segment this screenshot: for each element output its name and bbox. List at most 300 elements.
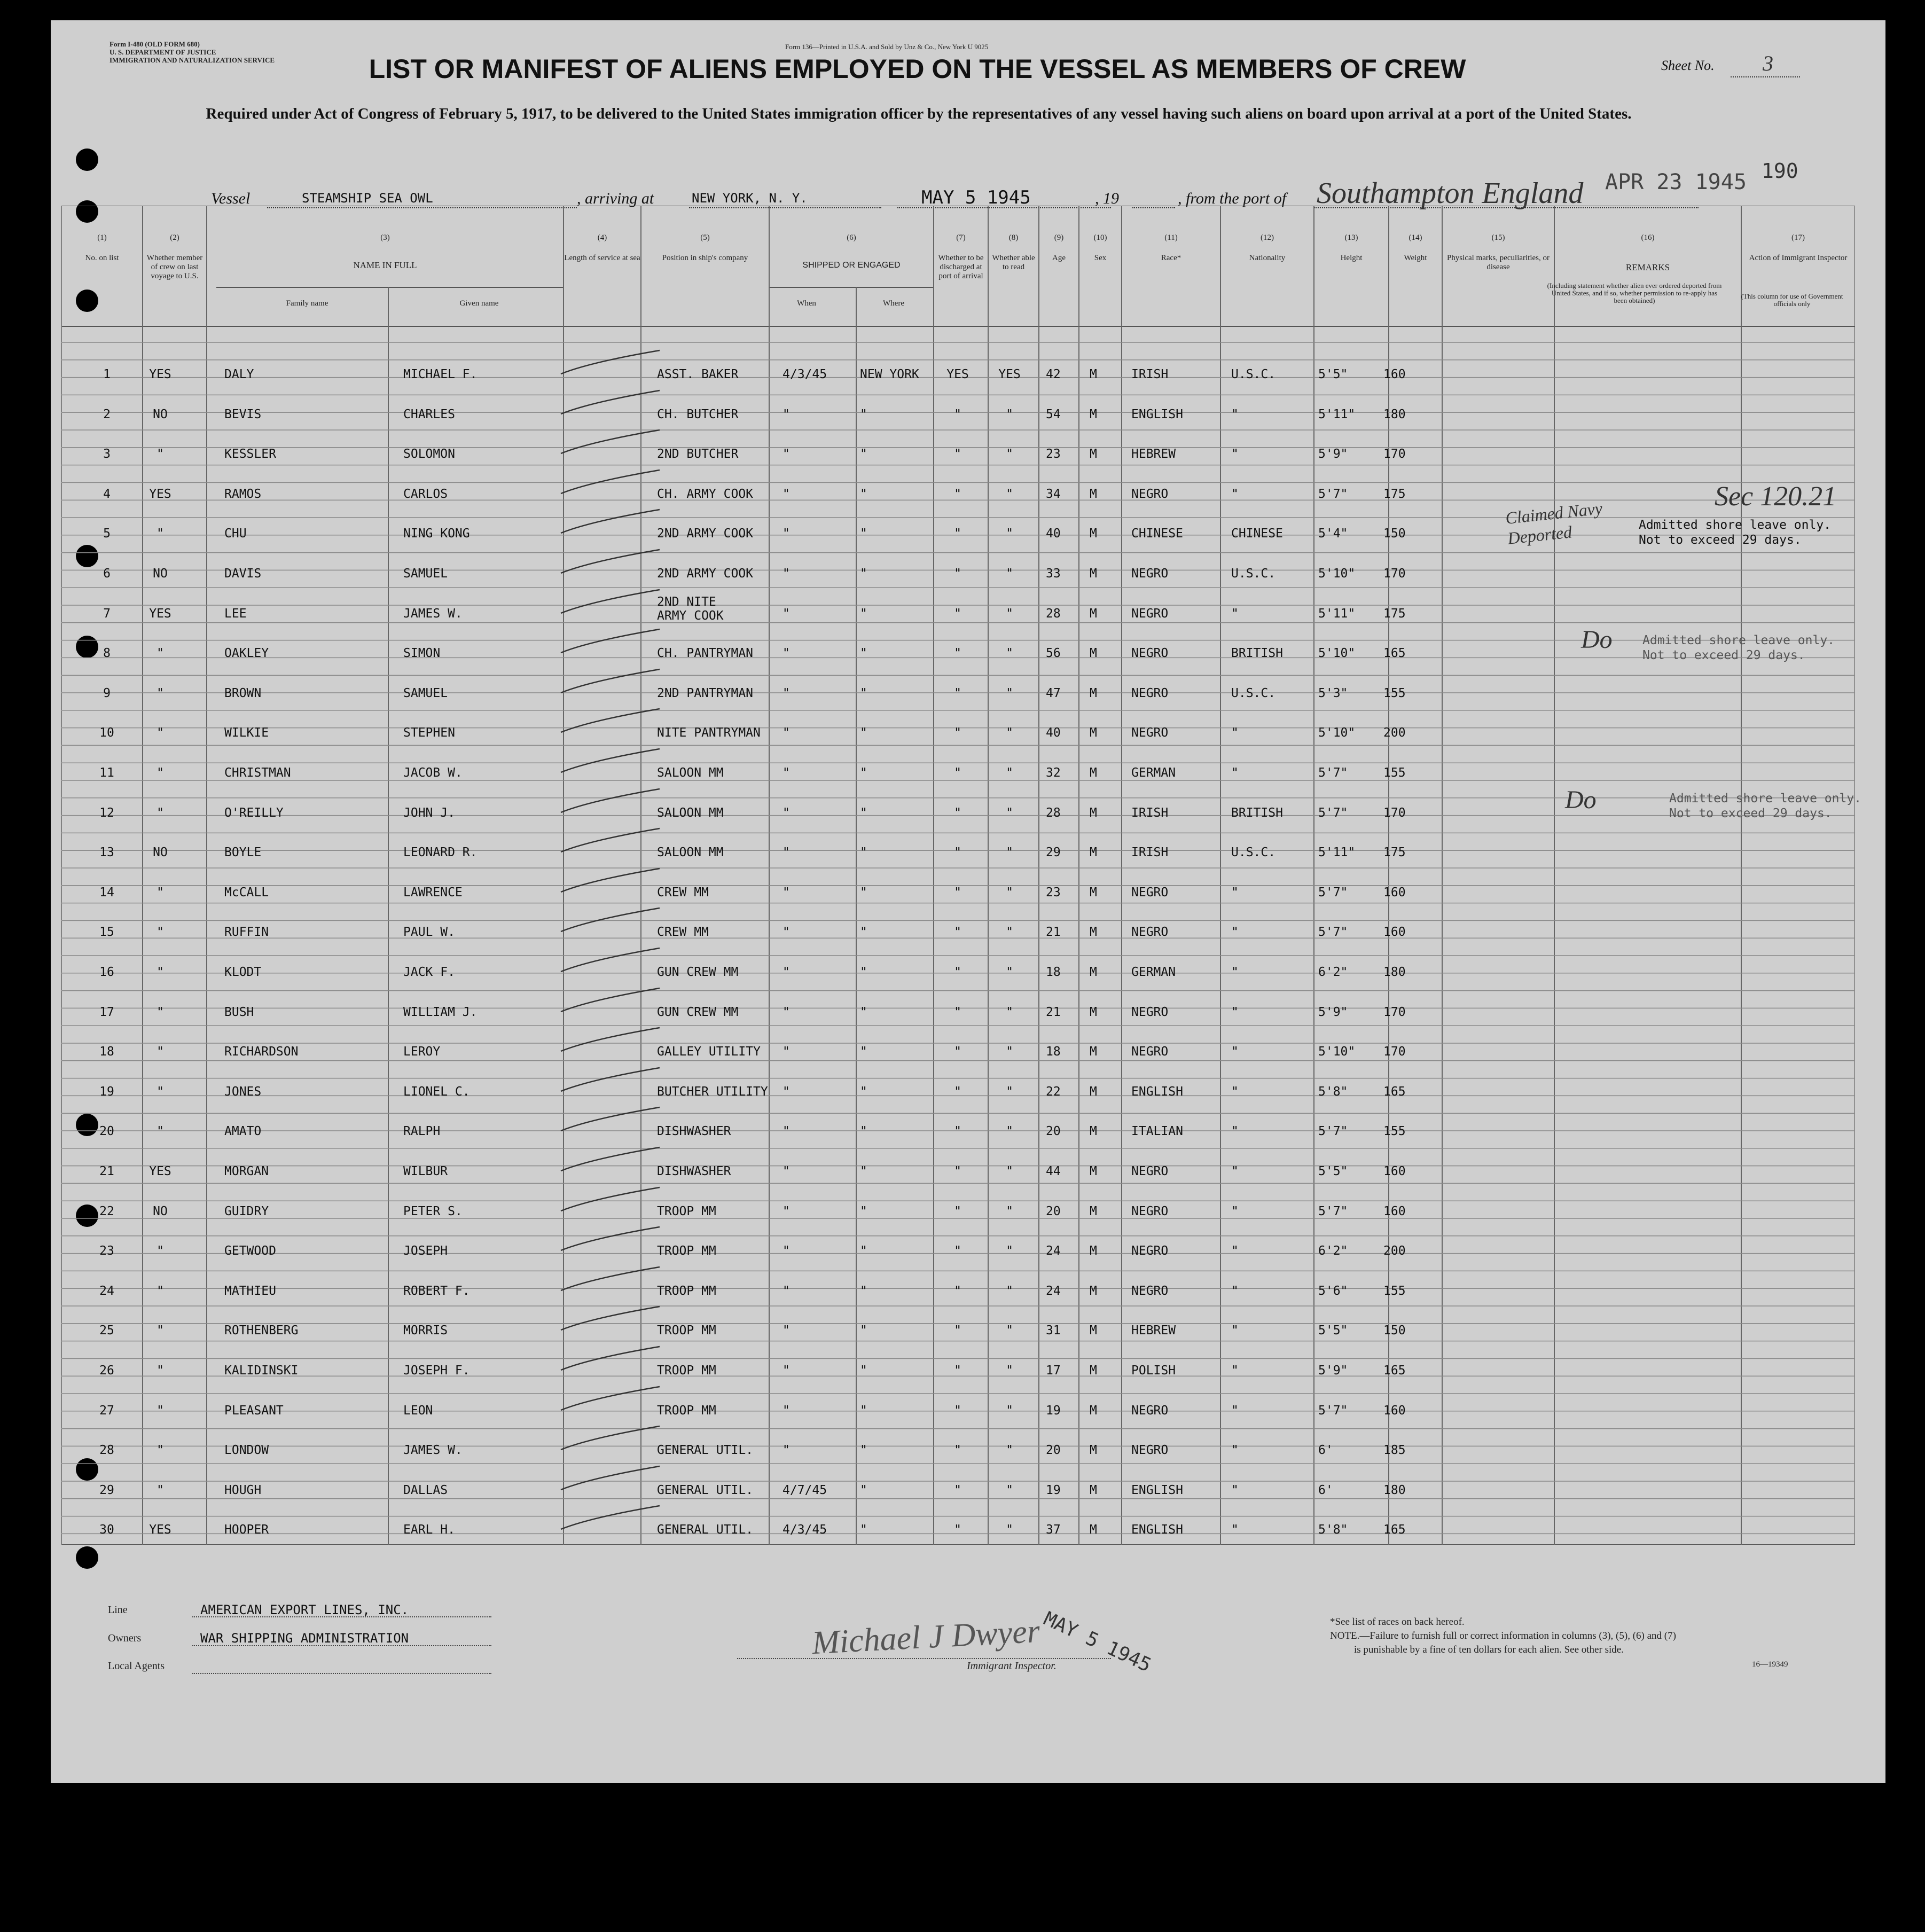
cell-prev: " <box>156 447 164 462</box>
cell-no: 29 <box>99 1483 114 1497</box>
cell-age: 54 <box>1046 407 1061 421</box>
cell-weight: 170 <box>1383 805 1406 820</box>
cell-disch: " <box>954 1204 961 1218</box>
cell-nat: BRITISH <box>1231 805 1283 820</box>
column-label-4: Length of service at sea <box>564 254 640 262</box>
cell-where: " <box>860 885 867 899</box>
cell-race: NEGRO <box>1131 1284 1169 1298</box>
cell-height: 5'10" <box>1318 1045 1356 1059</box>
cell-read: " <box>1006 846 1013 860</box>
cell-when: " <box>782 846 790 860</box>
cell-family: KLODT <box>224 965 262 979</box>
cell-where: " <box>860 1164 867 1178</box>
cell-when: " <box>782 447 790 462</box>
cell-when: " <box>782 726 790 740</box>
column-number-17: (17) <box>1791 233 1805 242</box>
cell-no: 25 <box>99 1324 114 1338</box>
claimed-navy-note: Claimed Navy Deported <box>1504 498 1603 548</box>
cell-weight: 180 <box>1383 407 1406 421</box>
cell-sex: M <box>1090 1124 1097 1139</box>
from-port: Southampton England <box>1317 177 1584 210</box>
cell-prev: " <box>156 646 164 661</box>
cell-race: NEGRO <box>1131 885 1169 899</box>
cell-nat: U.S.C. <box>1231 367 1276 381</box>
cell-prev: " <box>156 1045 164 1059</box>
cell-no: 4 <box>103 487 111 501</box>
cell-prev: " <box>156 1483 164 1497</box>
cell-height: 5'11" <box>1318 846 1356 860</box>
local-agents-label: Local Agents <box>108 1660 165 1672</box>
cell-read: " <box>1006 925 1013 940</box>
cell-height: 5'11" <box>1318 606 1356 621</box>
cell-height: 6' <box>1318 1443 1333 1458</box>
column-number-1: (1) <box>97 233 107 242</box>
cell-given: MORRIS <box>403 1324 448 1338</box>
cell-age: 21 <box>1046 925 1061 940</box>
cell-given: LEROY <box>403 1045 441 1059</box>
service-length-stroke <box>558 1023 665 1055</box>
column-label-10: Sex <box>1094 254 1107 262</box>
cell-no: 10 <box>99 726 114 740</box>
cell-family: DAVIS <box>224 567 262 581</box>
column-number-15: (15) <box>1491 233 1505 242</box>
cell-given: CARLOS <box>403 487 448 501</box>
printer-line: Form 136—Printed in U.S.A. and Sold by Unz & Co., New York U 9025 <box>785 43 989 51</box>
cell-no: 30 <box>99 1523 114 1537</box>
cell-read: " <box>1006 885 1013 899</box>
cell-sex: M <box>1090 805 1097 820</box>
cell-given: JOHN J. <box>403 805 455 820</box>
cell-disch: " <box>954 1124 961 1139</box>
cell-weight: 200 <box>1383 726 1406 740</box>
cell-when: " <box>782 1403 790 1418</box>
service-length-stroke <box>558 824 665 856</box>
cell-read: " <box>1006 606 1013 621</box>
cell-race: NEGRO <box>1131 726 1169 740</box>
remark-12-line1: Admitted shore leave only. <box>1669 792 1862 805</box>
service-length-stroke <box>558 1143 665 1175</box>
where-header: Where <box>883 299 904 308</box>
cell-weight: 180 <box>1383 965 1406 979</box>
cell-given: LEON <box>403 1403 433 1418</box>
cell-given: STEPHEN <box>403 726 455 740</box>
cell-read: " <box>1006 527 1013 541</box>
cell-family: McCALL <box>224 885 269 899</box>
cell-when: " <box>782 646 790 661</box>
cell-position: CREW MM <box>657 885 709 899</box>
cell-prev: " <box>156 1005 164 1019</box>
cell-read: " <box>1006 1124 1013 1139</box>
cell-when: " <box>782 965 790 979</box>
cell-race: NEGRO <box>1131 1443 1169 1458</box>
cell-nat: " <box>1231 1364 1239 1378</box>
sheet-number: 3 <box>1763 51 1773 75</box>
column-number-2: (2) <box>170 233 179 242</box>
cell-disch: " <box>954 1284 961 1298</box>
cell-read: " <box>1006 407 1013 421</box>
cell-no: 27 <box>99 1403 114 1418</box>
cell-no: 9 <box>103 686 111 700</box>
cell-family: BOYLE <box>224 846 262 860</box>
cell-weight: 160 <box>1383 1403 1406 1418</box>
shipping-line: AMERICAN EXPORT LINES, INC. <box>200 1602 409 1617</box>
cell-where: " <box>860 447 867 462</box>
cell-disch: " <box>954 407 961 421</box>
cell-height: 5'10" <box>1318 646 1356 661</box>
cell-age: 20 <box>1046 1124 1061 1139</box>
cell-nat: " <box>1231 1005 1239 1019</box>
cell-weight: 200 <box>1383 1244 1406 1258</box>
cell-age: 17 <box>1046 1364 1061 1378</box>
cell-no: 5 <box>103 527 111 541</box>
cell-disch: " <box>954 1483 961 1497</box>
cell-given: JOSEPH F. <box>403 1364 470 1378</box>
column-number-13: (13) <box>1344 233 1358 242</box>
cell-no: 21 <box>99 1164 114 1178</box>
cell-nat: " <box>1231 1483 1239 1497</box>
cell-no: 22 <box>99 1204 114 1218</box>
manifest-grid <box>61 206 1855 1545</box>
cell-read: " <box>1006 1523 1013 1537</box>
cell-disch: " <box>954 1164 961 1178</box>
service-length-stroke <box>558 984 665 1016</box>
cell-when: " <box>782 1164 790 1178</box>
column-number-12: (12) <box>1261 233 1274 242</box>
cell-where: " <box>860 527 867 541</box>
cell-family: BEVIS <box>224 407 262 421</box>
cell-height: 5'4" <box>1318 527 1348 541</box>
arriving-port: NEW YORK, N. Y. <box>692 191 808 206</box>
service-length-stroke <box>558 1183 665 1215</box>
cell-prev: " <box>156 805 164 820</box>
cell-read: " <box>1006 1084 1013 1099</box>
cell-given: JACOB W. <box>403 766 463 780</box>
cell-race: NEGRO <box>1131 567 1169 581</box>
cell-weight: 170 <box>1383 1005 1406 1019</box>
cell-position: TROOP MM <box>657 1244 716 1258</box>
cell-prev: " <box>156 726 164 740</box>
cell-position: SALOON MM <box>657 766 724 780</box>
cell-nat: " <box>1231 487 1239 501</box>
cell-nat: BRITISH <box>1231 646 1283 661</box>
cell-read: " <box>1006 1045 1013 1059</box>
cell-nat: " <box>1231 1443 1239 1458</box>
cell-position: CH. ARMY COOK <box>657 487 754 501</box>
cell-read: " <box>1006 567 1013 581</box>
cell-sex: M <box>1090 567 1097 581</box>
cell-sex: M <box>1090 1364 1097 1378</box>
cell-weight: 185 <box>1383 1443 1406 1458</box>
cell-where: " <box>860 646 867 661</box>
race-note: *See list of races on back hereof. <box>1330 1616 1465 1628</box>
service-length-stroke <box>558 745 665 777</box>
cell-when: " <box>782 766 790 780</box>
cell-position: TROOP MM <box>657 1403 716 1418</box>
cell-given: DALLAS <box>403 1483 448 1497</box>
cell-sex: M <box>1090 965 1097 979</box>
service-length-stroke <box>558 1382 665 1414</box>
cell-sex: M <box>1090 686 1097 700</box>
cell-prev: " <box>156 1124 164 1139</box>
cell-prev: NO <box>153 1204 168 1218</box>
cell-height: 5'5" <box>1318 1324 1348 1338</box>
cell-sex: M <box>1090 1523 1097 1537</box>
page-title: LIST OR MANIFEST OF ALIENS EMPLOYED ON THE VESSEL AS MEMBERS OF CREW <box>369 54 1466 84</box>
cell-height: 5'8" <box>1318 1084 1348 1099</box>
cell-where: " <box>860 766 867 780</box>
cell-disch: " <box>954 925 961 940</box>
cell-height: 5'6" <box>1318 1284 1348 1298</box>
cell-when: " <box>782 567 790 581</box>
cell-position: BUTCHER UTILITY <box>657 1084 768 1099</box>
cell-family: JONES <box>224 1084 262 1099</box>
cell-race: POLISH <box>1131 1364 1176 1378</box>
cell-given: LEONARD R. <box>403 846 478 860</box>
cell-age: 32 <box>1046 766 1061 780</box>
column-label-11: Race* <box>1161 254 1181 262</box>
cell-height: 5'5" <box>1318 1164 1348 1178</box>
cell-where: " <box>860 407 867 421</box>
cell-family: RUFFIN <box>224 925 269 940</box>
cell-given: WILLIAM J. <box>403 1005 478 1019</box>
cell-prev: NO <box>153 846 168 860</box>
cell-height: 5'8" <box>1318 1523 1348 1537</box>
service-length-stroke <box>558 864 665 896</box>
column-label-2: Whether member of crew on last voyage to U.S. <box>146 254 203 280</box>
cell-race: ENGLISH <box>1131 1483 1183 1497</box>
cell-where: " <box>860 1324 867 1338</box>
cell-height: 5'7" <box>1318 487 1348 501</box>
cell-no: 24 <box>99 1284 114 1298</box>
cell-nat: " <box>1231 1164 1239 1178</box>
cell-family: BUSH <box>224 1005 254 1019</box>
cell-prev: " <box>156 1403 164 1418</box>
cell-weight: 165 <box>1383 1523 1406 1537</box>
cell-sex: M <box>1090 846 1097 860</box>
cell-prev: YES <box>149 487 171 501</box>
cell-read: " <box>1006 805 1013 820</box>
cell-when: 4/3/45 <box>782 367 827 381</box>
cell-nat: " <box>1231 1523 1239 1537</box>
cell-position: 2ND ARMY COOK <box>657 527 754 541</box>
cell-race: IRISH <box>1131 846 1169 860</box>
cell-prev: " <box>156 925 164 940</box>
service-length-stroke <box>558 346 665 378</box>
section-note: Sec 120.21 <box>1715 481 1837 512</box>
inspector-label: Immigrant Inspector. <box>967 1660 1057 1672</box>
cell-height: 5'3" <box>1318 686 1348 700</box>
cell-position: GALLEY UTILITY <box>657 1045 761 1059</box>
cell-race: NEGRO <box>1131 1403 1169 1418</box>
cell-prev: NO <box>153 567 168 581</box>
cell-position: TROOP MM <box>657 1324 716 1338</box>
cell-prev: " <box>156 965 164 979</box>
service-length-stroke <box>558 785 665 817</box>
dept: U. S. DEPARTMENT OF JUSTICE <box>109 48 216 56</box>
cell-no: 20 <box>99 1124 114 1139</box>
cell-weight: 170 <box>1383 447 1406 462</box>
cell-height: 5'7" <box>1318 1204 1348 1218</box>
cell-race: GERMAN <box>1131 766 1176 780</box>
cell-weight: 155 <box>1383 766 1406 780</box>
cell-position: SALOON MM <box>657 846 724 860</box>
cell-position: GENERAL UTIL. <box>657 1443 754 1458</box>
cell-race: IRISH <box>1131 367 1169 381</box>
cell-nat: " <box>1231 1045 1239 1059</box>
punch-hole <box>76 1546 98 1569</box>
cell-no: 3 <box>103 447 111 462</box>
cell-read: " <box>1006 1244 1013 1258</box>
cell-nat: U.S.C. <box>1231 567 1276 581</box>
cell-when: " <box>782 1443 790 1458</box>
cell-read: " <box>1006 965 1013 979</box>
cell-position: TROOP MM <box>657 1204 716 1218</box>
column-number-7: (7) <box>956 233 966 242</box>
cell-when: " <box>782 1364 790 1378</box>
cell-weight: 155 <box>1383 686 1406 700</box>
cell-read: " <box>1006 646 1013 661</box>
cell-read: " <box>1006 1483 1013 1497</box>
cell-no: 15 <box>99 925 114 940</box>
cell-sex: M <box>1090 1164 1097 1178</box>
cell-prev: " <box>156 885 164 899</box>
cell-given: JOSEPH <box>403 1244 448 1258</box>
cell-read: " <box>1006 1364 1013 1378</box>
cell-disch: " <box>954 1005 961 1019</box>
cell-given: CHARLES <box>403 407 455 421</box>
form-number: 16—19349 <box>1752 1660 1788 1669</box>
cell-weight: 155 <box>1383 1284 1406 1298</box>
service: IMMIGRATION AND NATURALIZATION SERVICE <box>109 56 275 64</box>
cell-nat: " <box>1231 447 1239 462</box>
cell-age: 24 <box>1046 1284 1061 1298</box>
service-length-stroke <box>558 1342 665 1374</box>
cell-nat: U.S.C. <box>1231 686 1276 700</box>
cell-weight: 160 <box>1383 885 1406 899</box>
cell-prev: " <box>156 1364 164 1378</box>
cell-prev: " <box>156 686 164 700</box>
cell-sex: M <box>1090 885 1097 899</box>
year-label: , 19 <box>1095 190 1119 207</box>
cell-disch: " <box>954 527 961 541</box>
cell-sex: M <box>1090 1045 1097 1059</box>
column-label-9: Age <box>1052 254 1066 262</box>
cell-where: " <box>860 686 867 700</box>
column-label-1: No. on list <box>85 254 119 262</box>
cell-read: " <box>1006 1164 1013 1178</box>
column-label-14: Weight <box>1404 254 1427 262</box>
cell-given: PAUL W. <box>403 925 455 940</box>
cell-sex: M <box>1090 1284 1097 1298</box>
cell-no: 26 <box>99 1364 114 1378</box>
cell-position: 2ND ARMY COOK <box>657 567 754 581</box>
cell-race: ENGLISH <box>1131 407 1183 421</box>
cell-prev: " <box>156 1084 164 1099</box>
cell-disch: " <box>954 606 961 621</box>
cell-age: 40 <box>1046 726 1061 740</box>
cell-age: 37 <box>1046 1523 1061 1537</box>
cell-age: 19 <box>1046 1483 1061 1497</box>
cell-prev: " <box>156 1244 164 1258</box>
cell-given: WILBUR <box>403 1164 448 1178</box>
cell-sex: M <box>1090 487 1097 501</box>
cell-prev: " <box>156 766 164 780</box>
cell-no: 2 <box>103 407 111 421</box>
cell-position: GUN CREW MM <box>657 1005 739 1019</box>
cell-where: " <box>860 805 867 820</box>
cell-sex: M <box>1090 1204 1097 1218</box>
service-length-stroke <box>558 1103 665 1135</box>
cell-disch: " <box>954 965 961 979</box>
cell-where: " <box>860 1364 867 1378</box>
cell-weight: 150 <box>1383 1324 1406 1338</box>
action-note: (This column for use of Government officials only <box>1741 292 1843 308</box>
page-subtitle: Required under Act of Congress of February 5, 1917, to be delivered to the United States immigration officer by the representatives of any vessel having such aliens on board upon arrival at a port of the United States. <box>206 105 1632 122</box>
cell-read: " <box>1006 1324 1013 1338</box>
cell-race: NEGRO <box>1131 1244 1169 1258</box>
cell-race: NEGRO <box>1131 1005 1169 1019</box>
cell-position: DISHWASHER <box>657 1164 731 1178</box>
remark-8-line1: Admitted shore leave only. <box>1642 633 1835 647</box>
arrival-date: MAY 5 1945 <box>921 187 1031 208</box>
cell-race: HEBREW <box>1131 447 1176 462</box>
cell-read: " <box>1006 1284 1013 1298</box>
cell-when: " <box>782 606 790 621</box>
cell-read: " <box>1006 686 1013 700</box>
cell-height: 5'7" <box>1318 1124 1348 1139</box>
cell-prev: NO <box>153 407 168 421</box>
cell-sex: M <box>1090 1403 1097 1418</box>
cell-age: 29 <box>1046 846 1061 860</box>
cell-sex: M <box>1090 1483 1097 1497</box>
cell-disch: " <box>954 686 961 700</box>
cell-no: 16 <box>99 965 114 979</box>
cell-read: " <box>1006 487 1013 501</box>
sheet-label: Sheet No. <box>1661 58 1715 73</box>
cell-when: " <box>782 1005 790 1019</box>
owners: WAR SHIPPING ADMINISTRATION <box>200 1631 409 1646</box>
cell-sex: M <box>1090 646 1097 661</box>
service-length-stroke <box>558 1462 665 1494</box>
cell-read: " <box>1006 447 1013 462</box>
cell-given: SOLOMON <box>403 447 455 462</box>
remark-5-line1: Admitted shore leave only. <box>1639 518 1832 532</box>
service-length-stroke <box>558 1501 665 1534</box>
when-header: When <box>797 299 816 308</box>
service-length-stroke <box>558 1422 665 1454</box>
cell-nat: " <box>1231 1244 1239 1258</box>
arriving-label: , arriving at <box>577 190 654 207</box>
cell-age: 21 <box>1046 1005 1061 1019</box>
cell-when: " <box>782 1045 790 1059</box>
cell-disch: YES <box>946 367 969 381</box>
cell-given: PETER S. <box>403 1204 463 1218</box>
cell-disch: " <box>954 1403 961 1418</box>
fine-note-1: NOTE.—Failure to furnish full or correct information in columns (3), (5), (6) and (7) <box>1330 1630 1676 1641</box>
cell-family: CHU <box>224 527 247 541</box>
cell-race: NEGRO <box>1131 1045 1169 1059</box>
cell-age: 19 <box>1046 1403 1061 1418</box>
cell-weight: 150 <box>1383 527 1406 541</box>
punch-hole <box>76 148 98 171</box>
cell-read: " <box>1006 1443 1013 1458</box>
column-label-8: Whether able to read <box>992 254 1035 271</box>
cell-age: 23 <box>1046 447 1061 462</box>
cell-no: 18 <box>99 1045 114 1059</box>
cell-disch: " <box>954 1244 961 1258</box>
cell-when: " <box>782 1284 790 1298</box>
cell-race: NEGRO <box>1131 606 1169 621</box>
